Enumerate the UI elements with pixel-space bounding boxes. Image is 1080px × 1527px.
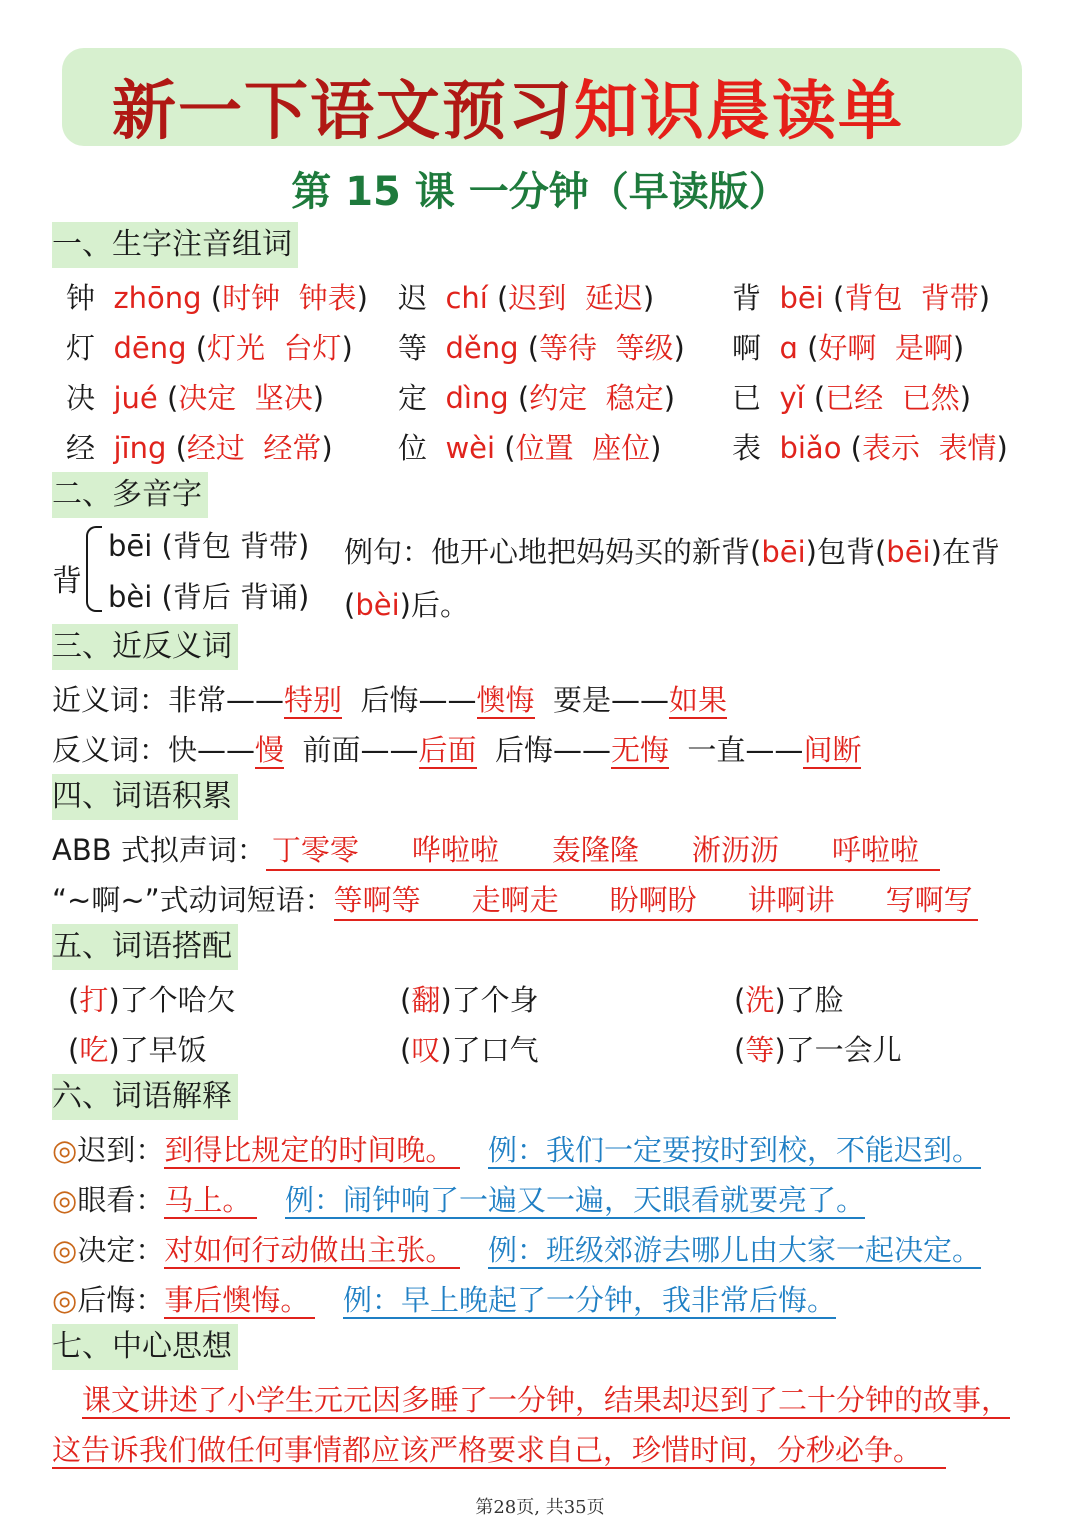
- pinyin: jīng: [113, 431, 167, 465]
- collocation-item: (叹)了口气: [400, 1033, 539, 1067]
- section-heading-7: 七、中心思想: [52, 1324, 238, 1370]
- a-verb-label: “~啊~”式动词短语：: [52, 883, 334, 917]
- explanation-term: 迟到：: [77, 1133, 165, 1167]
- word-1: 灯光: [207, 331, 266, 365]
- section-heading-3: 三、近反义词: [52, 624, 238, 670]
- collocation-verb: 翻: [411, 983, 441, 1017]
- word-1: 已经: [825, 381, 884, 415]
- explanation-term: 眼看：: [77, 1183, 165, 1217]
- explanation-definition: 到得比规定的时间晚。: [164, 1133, 460, 1169]
- explanation-example: 例：班级郊游去哪儿由大家一起决定。: [488, 1233, 982, 1267]
- collocation-verb: 等: [745, 1033, 775, 1067]
- collocation-item: (洗)了脸: [734, 983, 844, 1017]
- word-1: 约定: [529, 381, 588, 415]
- title-part1: 新一下语文预习: [112, 74, 574, 149]
- collocation-verb: 打: [79, 983, 109, 1017]
- word-1: 迟到: [508, 281, 567, 315]
- explanation-example: 例：我们一定要按时到校，不能迟到。: [488, 1133, 982, 1167]
- synonyms-row: 近义词：非常——特别 后悔——懊悔 要是——如果: [52, 683, 727, 717]
- explanation-definition: 事后懊悔。: [164, 1283, 315, 1319]
- abb-label: ABB 式拟声词：: [52, 833, 266, 867]
- character: 钟: [66, 281, 96, 315]
- word-1: 表示: [861, 431, 920, 465]
- character-entry: 迟 chí (迟到 延迟): [398, 281, 655, 315]
- explanation-definition: 对如何行动做出主张。: [164, 1233, 460, 1269]
- polyphone-char: 背: [52, 564, 82, 599]
- title-part2: 知识晨读单: [574, 74, 904, 149]
- character-entry: 等 děng (等待 等级): [398, 331, 685, 365]
- pinyin: jué: [113, 381, 158, 415]
- character-entry: 定 dìng (约定 稳定): [398, 381, 676, 415]
- word-2: 等级: [615, 331, 674, 365]
- pinyin: ɑ: [779, 331, 798, 365]
- collocation-rest: 了脸: [785, 983, 844, 1017]
- character: 经: [66, 431, 96, 465]
- character: 表: [732, 431, 762, 465]
- collocation-rest: 了一会儿: [785, 1033, 902, 1067]
- explanation-item: [52, 1128, 981, 1169]
- abb-words: 丁零零 哗啦啦 轰隆隆 淅沥沥 呼啦啦: [266, 828, 940, 871]
- brace-icon: [86, 526, 102, 612]
- character: 定: [398, 381, 428, 415]
- pinyin: zhōng: [113, 281, 202, 315]
- character: 已: [732, 381, 762, 415]
- lesson-title: 第 15 课 一分钟（早读版）: [291, 169, 789, 215]
- character-entry: 经 jīng (经过 经常): [66, 431, 333, 465]
- character: 啊: [732, 331, 762, 365]
- character: 灯: [66, 331, 96, 365]
- abb-row: [52, 828, 940, 871]
- collocation-item: (打)了个哈欠: [68, 983, 236, 1017]
- explanation-item: [52, 1178, 865, 1219]
- collocation-verb: 吃: [79, 1033, 109, 1067]
- explanation-term: 后悔：: [77, 1283, 165, 1317]
- pinyin: yǐ: [779, 381, 805, 415]
- character-entry: 啊 ɑ (好啊 是啊): [732, 331, 965, 365]
- central-idea-line-2: 这告诉我们做任何事情都应该严格要求自己，珍惜时间，分秒必争。: [52, 1428, 946, 1469]
- antonyms-label: 反义词：: [52, 733, 169, 767]
- explanation-example: 例：早上晚起了一分钟，我非常后悔。: [343, 1283, 837, 1317]
- character-entry: 已 yǐ (已经 已然): [732, 381, 972, 415]
- word-1: 背包: [844, 281, 903, 315]
- a-verb-row: [52, 878, 978, 921]
- word-2: 座位: [592, 431, 651, 465]
- collocation-rest: 了个哈欠: [119, 983, 236, 1017]
- word-2: 背带: [920, 281, 979, 315]
- section-heading-4: 四、词语积累: [52, 774, 238, 820]
- section-heading-1: 一、生字注音组词: [52, 222, 298, 268]
- synonyms-label: 近义词：: [52, 683, 169, 717]
- word-1: 好啊: [818, 331, 877, 365]
- pinyin: wèi: [445, 431, 496, 465]
- word-2: 已然: [901, 381, 960, 415]
- pinyin: dēng: [113, 331, 187, 365]
- pinyin: chí: [445, 281, 488, 315]
- polyphone-example-line-2: (bèi)后。: [344, 588, 469, 622]
- bullet-icon: ◎: [52, 1233, 78, 1267]
- section-heading-2: 二、多音字: [52, 472, 208, 518]
- collocation-rest: 了口气: [451, 1033, 539, 1067]
- character-entry: 钟 zhōng (时钟 钟表): [66, 281, 368, 315]
- character-entry: 表 biǎo (表示 表情): [732, 431, 1008, 465]
- collocation-verb: 叹: [411, 1033, 441, 1067]
- page-footer: 第28页, 共35页: [475, 1497, 605, 1518]
- word-1: 决定: [178, 381, 237, 415]
- collocation-verb: 洗: [745, 983, 775, 1017]
- a-verb-words: 等啊等 走啊走 盼啊盼 讲啊讲 写啊写: [334, 878, 978, 921]
- character: 迟: [398, 281, 428, 315]
- character: 背: [732, 281, 762, 315]
- explanation-term: 决定：: [77, 1233, 165, 1267]
- word-2: 延迟: [584, 281, 643, 315]
- polyphone-reading-2: bèi (背后 背诵): [108, 580, 310, 614]
- bullet-icon: ◎: [52, 1133, 78, 1167]
- character-entry: 背 bēi (背包 背带): [732, 281, 991, 315]
- collocation-item: (吃)了早饭: [68, 1033, 207, 1067]
- bullet-icon: ◎: [52, 1283, 78, 1317]
- pinyin: děng: [445, 331, 519, 365]
- pinyin: bēi: [779, 281, 824, 315]
- polyphone-example-line-1: 例句：他开心地把妈妈买的新背(bēi)包背(bēi)在背: [344, 535, 1000, 569]
- page-title: [112, 60, 904, 152]
- bullet-icon: ◎: [52, 1183, 78, 1217]
- word-1: 经过: [186, 431, 245, 465]
- character-entry: 位 wèi (位置 座位): [398, 431, 662, 465]
- word-2: 钟表: [298, 281, 357, 315]
- word-2: 是啊: [894, 331, 953, 365]
- word-2: 坚决: [254, 381, 313, 415]
- word-2: 稳定: [605, 381, 664, 415]
- word-1: 等待: [539, 331, 598, 365]
- word-2: 台灯: [283, 331, 342, 365]
- explanation-item: [52, 1228, 981, 1269]
- character-entry: 灯 dēng (灯光 台灯): [66, 331, 353, 365]
- pinyin: biǎo: [779, 431, 842, 465]
- word-2: 经常: [263, 431, 322, 465]
- word-1: 位置: [515, 431, 574, 465]
- explanation-item: [52, 1278, 836, 1319]
- central-idea-line-1: 课文讲述了小学生元元因多睡了一分钟，结果却迟到了二十分钟的故事，: [82, 1383, 1011, 1417]
- word-1: 时钟: [222, 281, 281, 315]
- character: 位: [398, 431, 428, 465]
- pinyin: dìng: [445, 381, 509, 415]
- character-entry: 决 jué (决定 坚决): [66, 381, 325, 415]
- collocation-rest: 了个身: [451, 983, 539, 1017]
- polyphone-reading-1: bēi (背包 背带): [108, 529, 310, 563]
- collocation-item: (翻)了个身: [400, 983, 539, 1017]
- section-heading-6: 六、词语解释: [52, 1074, 238, 1120]
- character: 等: [398, 331, 428, 365]
- antonyms-row: 反义词：快——慢 前面——后面 后悔——无悔 一直——间断: [52, 733, 862, 767]
- explanation-definition: 马上。: [164, 1183, 257, 1219]
- collocation-rest: 了早饭: [119, 1033, 207, 1067]
- collocation-item: (等)了一会儿: [734, 1033, 902, 1067]
- section-heading-5: 五、词语搭配: [52, 924, 238, 970]
- explanation-example: 例：闹钟响了一遍又一遍，天眼看就要亮了。: [285, 1183, 866, 1217]
- character: 决: [66, 381, 96, 415]
- word-2: 表情: [938, 431, 997, 465]
